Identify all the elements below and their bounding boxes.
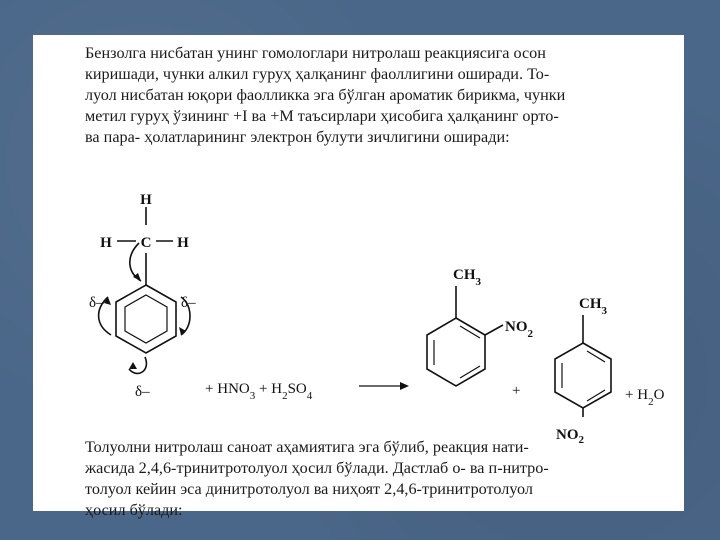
text-line: киришади, чунки алкил гуруҳ ҳалқанинг фаоллигини оширади. То- xyxy=(85,65,550,83)
o-nitrotoluene-structure xyxy=(427,286,503,386)
text-line: Бензолга нисбатан унинг гомологлари нитролаш реакциясига осон xyxy=(85,44,546,62)
text-line: луол нисбатан юқори фаолликка эга бўлган ароматик бирикма, чунки xyxy=(85,86,566,104)
document-page xyxy=(33,35,684,519)
atom-h-top: H xyxy=(140,192,152,208)
reaction-scheme xyxy=(33,185,684,417)
intro-paragraph xyxy=(85,43,675,148)
product1-no2: $NO_2$ xyxy=(505,319,534,340)
atom-c: C xyxy=(140,235,152,251)
text-line: ва пара- ҳолатларининг электрон булути зичлигини оширади: xyxy=(85,128,510,146)
delta-right-label: δ– xyxy=(181,295,196,311)
product2-no2: $NO_2$ xyxy=(556,427,585,446)
text-line: Толуолни нитролаш саноат аҳамиятига эга бўлиб, реакция нати- xyxy=(85,438,529,456)
reagents-label: + $HNO_3 + H_2SO_4$ xyxy=(205,381,313,402)
atom-h-left: H xyxy=(100,235,112,251)
delta-left-label: δ– xyxy=(89,295,104,311)
toluene-structure xyxy=(99,207,190,373)
water-label: + $H_2O$ xyxy=(625,387,665,408)
atom-h-right: H xyxy=(177,235,189,251)
delta-bottom-label: δ– xyxy=(135,384,150,400)
product2-ch3: $CH_3$ xyxy=(579,296,608,317)
plus-sign: + xyxy=(512,383,521,399)
text-line: ҳосил бўлади: xyxy=(85,501,183,519)
text-line: толуол кейин эса динитротолуол ва ниҳоят 2,4,6-тринитротолуол xyxy=(85,480,534,498)
outro-paragraph xyxy=(85,437,675,521)
p-nitrotoluene-structure xyxy=(555,315,611,417)
reaction-arrow xyxy=(359,382,409,390)
text-line: метил гуруҳ ўзининг +I ва +M таъсирлари ҳисобига ҳалқанинг орто- xyxy=(85,107,559,125)
text-line: жасида 2,4,6-тринитротолуол ҳосил бўлади. Дастлаб о- ва п-нитро- xyxy=(85,459,549,477)
product1-ch3: $CH_3$ xyxy=(453,267,482,288)
